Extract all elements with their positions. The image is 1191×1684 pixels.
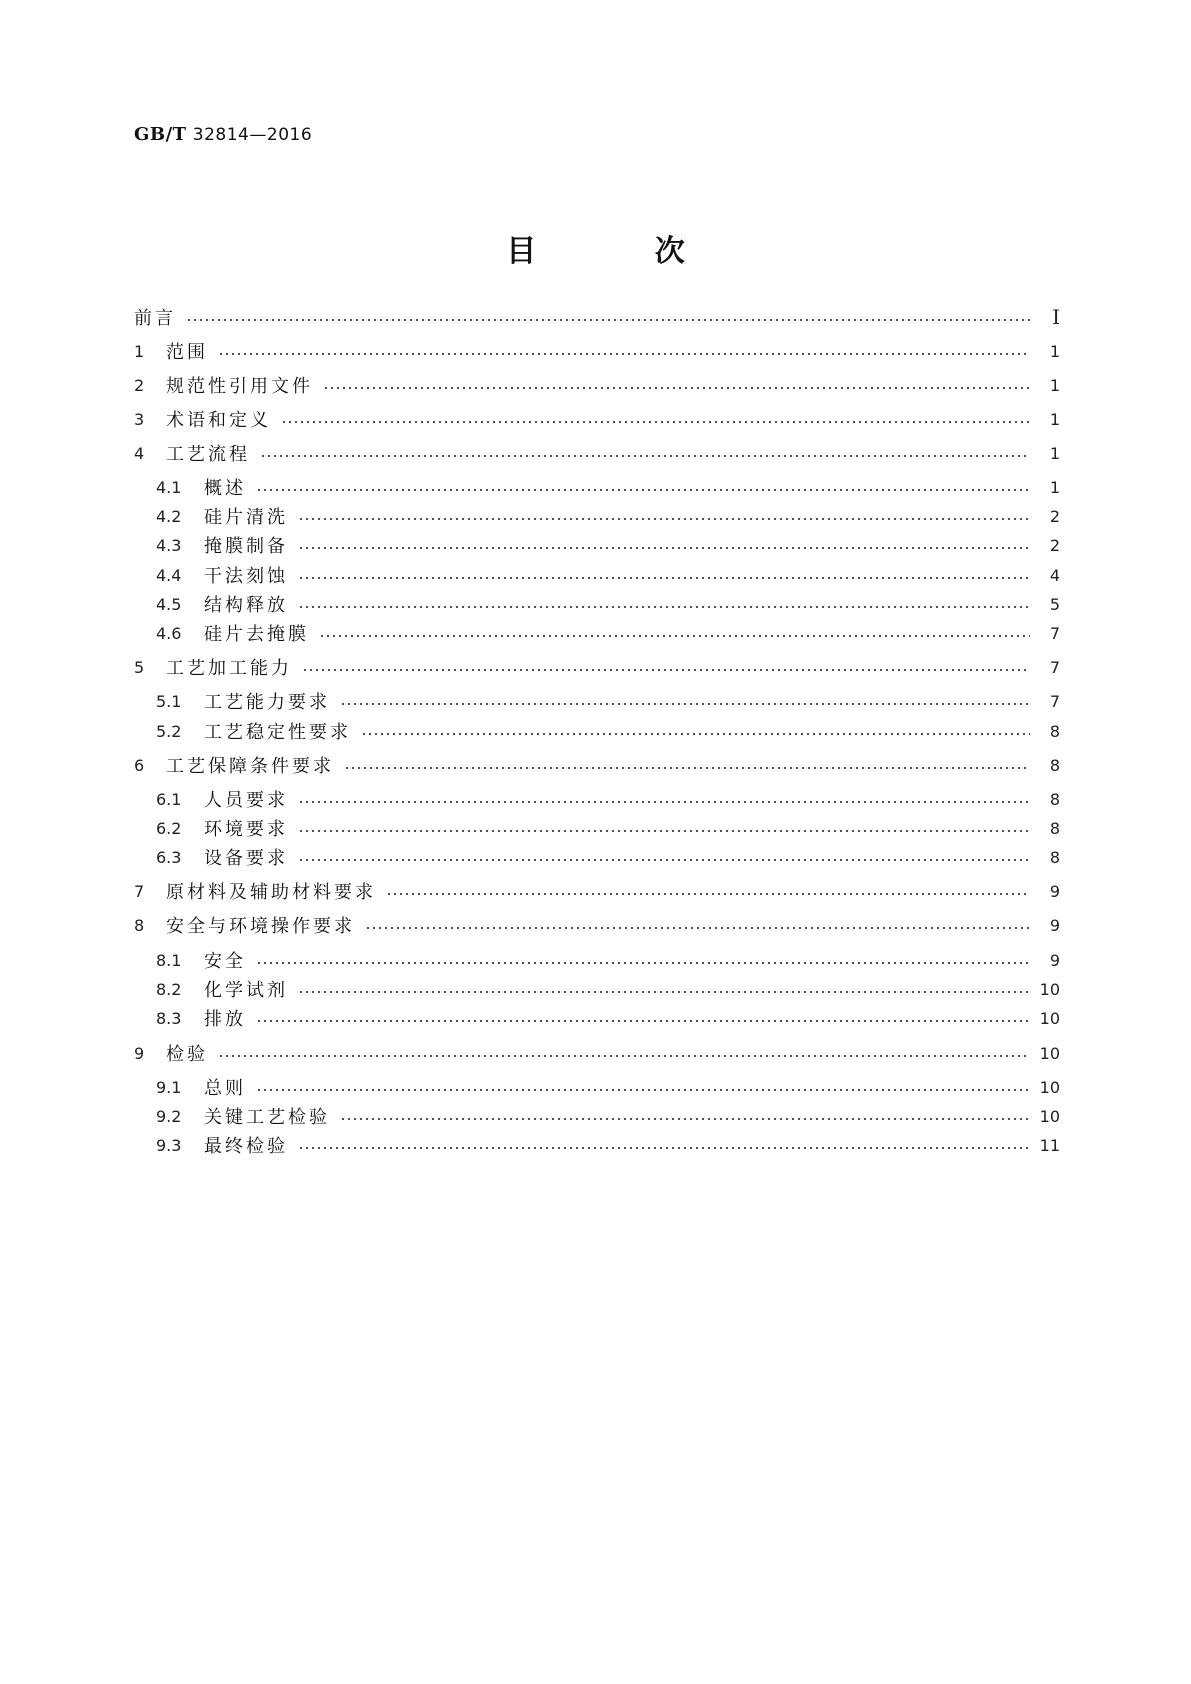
- toc-entry[interactable]: [134, 1004, 1060, 1032]
- toc-entry-page: 11: [1039, 1135, 1060, 1155]
- toc-dot-leader: [256, 962, 1030, 964]
- toc-entry[interactable]: [134, 337, 1060, 365]
- toc-dot-leader: [365, 927, 1030, 929]
- toc-entry-number: 5.1: [156, 691, 182, 711]
- toc-dot-leader: [340, 703, 1030, 705]
- toc-entry[interactable]: [134, 975, 1060, 1003]
- toc-entry-number: 3: [134, 409, 145, 429]
- toc-dot-leader: [386, 893, 1030, 895]
- toc-dot-leader: [256, 1089, 1030, 1091]
- toc-entry-page: 10: [1039, 1106, 1060, 1126]
- toc-dot-leader: [186, 319, 1030, 321]
- toc-entry-label: 工艺稳定性要求: [204, 722, 351, 743]
- toc-entry-page: 8: [1049, 789, 1060, 809]
- toc-entry[interactable]: [134, 473, 1060, 501]
- toc-entry-page: 10: [1039, 1043, 1060, 1063]
- toc-entry-number: 4.3: [156, 535, 182, 555]
- toc-dot-leader: [260, 455, 1030, 457]
- toc-dot-leader: [218, 1055, 1030, 1057]
- toc-title: 目 次: [506, 234, 739, 269]
- toc-entry-label: 工艺流程: [166, 444, 250, 465]
- toc-entry-number: 6.1: [156, 789, 182, 809]
- toc-entry-page: 1: [1049, 477, 1060, 497]
- toc-entry-page: 1: [1049, 443, 1060, 463]
- toc-entry-number: 6.2: [156, 818, 182, 838]
- toc-entry-number: 4: [134, 443, 145, 463]
- toc-entry-label: 总则: [204, 1078, 246, 1099]
- toc-entry-number: 5.2: [156, 721, 182, 741]
- toc-entry[interactable]: [134, 502, 1060, 530]
- toc-entry[interactable]: [134, 877, 1060, 905]
- toc-entry[interactable]: [134, 405, 1060, 433]
- toc-entry[interactable]: [134, 653, 1060, 681]
- toc-entry-page: 8: [1049, 818, 1060, 838]
- toc-dot-leader: [361, 733, 1030, 735]
- toc-entry-number: 6.3: [156, 847, 182, 867]
- toc-entry[interactable]: [134, 717, 1060, 745]
- toc-entry-page: 10: [1039, 1077, 1060, 1097]
- toc-entry-number: 8.2: [156, 979, 182, 999]
- toc-dot-leader: [340, 1118, 1030, 1120]
- toc-entry-label: 安全与环境操作要求: [166, 916, 355, 937]
- toc-entry-number: 7: [134, 881, 145, 901]
- toc-entry-label: 最终检验: [204, 1136, 288, 1157]
- toc-dot-leader: [302, 669, 1030, 671]
- toc-entry[interactable]: [134, 590, 1060, 618]
- toc-entry-label: 工艺加工能力: [166, 658, 292, 679]
- toc-entry-label: 工艺保障条件要求: [166, 756, 334, 777]
- toc-entry-label: 结构释放: [204, 595, 288, 616]
- toc-dot-leader: [281, 421, 1030, 423]
- toc-entry-label: 硅片去掩膜: [204, 624, 309, 645]
- toc-entry-label: 硅片清洗: [204, 507, 288, 528]
- toc-dot-leader: [298, 801, 1030, 803]
- toc-entry[interactable]: [134, 619, 1060, 647]
- toc-entry[interactable]: [134, 439, 1060, 467]
- toc-dot-leader: [298, 991, 1030, 993]
- toc-dot-leader: [298, 577, 1030, 579]
- toc-entry[interactable]: [134, 371, 1060, 399]
- toc-entry-number: 9.3: [156, 1135, 182, 1155]
- toc-entry-page: 10: [1039, 1008, 1060, 1028]
- toc-entry-number: 1: [134, 341, 145, 361]
- toc-entry-label: 排放: [204, 1009, 246, 1030]
- toc-entry-label: 设备要求: [204, 848, 288, 869]
- toc-entry-label: 概述: [204, 478, 246, 499]
- toc-dot-leader: [319, 635, 1030, 637]
- toc-entry-number: 4.1: [156, 477, 182, 497]
- toc-entry[interactable]: [134, 531, 1060, 559]
- toc-dot-leader: [298, 547, 1030, 549]
- toc-entry-label: 环境要求: [204, 819, 288, 840]
- toc-entry-page: 7: [1049, 657, 1060, 677]
- toc-entry-label: 关键工艺检验: [204, 1107, 330, 1128]
- toc-dot-leader: [298, 518, 1030, 520]
- toc-dot-leader: [298, 1147, 1030, 1149]
- toc-dot-leader: [298, 859, 1030, 861]
- toc-entry-number: 9: [134, 1043, 145, 1063]
- toc-entry[interactable]: [134, 561, 1060, 589]
- toc-entry-number: 2: [134, 375, 145, 395]
- toc-entry-label: 干法刻蚀: [204, 566, 288, 587]
- toc-dot-leader: [323, 387, 1030, 389]
- standard-code-number: 32814—2016: [192, 125, 313, 145]
- toc-entry-page: 9: [1049, 915, 1060, 935]
- toc-entry-page: 7: [1049, 623, 1060, 643]
- toc-entry-label: 人员要求: [204, 790, 288, 811]
- toc-entry-label: 范围: [166, 342, 208, 363]
- toc-entry-page: 5: [1049, 594, 1060, 614]
- toc-entry-label: 化学试剂: [204, 980, 288, 1001]
- toc-entry-number: 4.5: [156, 594, 182, 614]
- toc-entry-label: 原材料及辅助材料要求: [166, 882, 376, 903]
- toc-entry-page: 10: [1039, 979, 1060, 999]
- toc-entry-page: 8: [1049, 847, 1060, 867]
- toc-dot-leader: [298, 830, 1030, 832]
- toc-entry-page: 1: [1049, 341, 1060, 361]
- toc-entry-page: 9: [1049, 881, 1060, 901]
- toc-entry-page: 2: [1049, 506, 1060, 526]
- toc-entry-number: 4.4: [156, 565, 182, 585]
- toc-entry[interactable]: [134, 1073, 1060, 1101]
- toc-entry-number: 5: [134, 657, 145, 677]
- standard-code: [134, 124, 312, 145]
- toc-entry-page: 2: [1049, 535, 1060, 555]
- toc-entry-label: 术语和定义: [166, 410, 271, 431]
- toc-dot-leader: [256, 489, 1030, 491]
- toc-entry-page: 8: [1049, 721, 1060, 741]
- toc-entry[interactable]: [134, 785, 1060, 813]
- toc-dot-leader: [218, 353, 1030, 355]
- toc-entry-number: 8.3: [156, 1008, 182, 1028]
- toc-entry-number: 9.2: [156, 1106, 182, 1126]
- toc-entry-page: 1: [1049, 409, 1060, 429]
- toc-entry-label: 规范性引用文件: [166, 376, 313, 397]
- toc-entry-number: 4.2: [156, 506, 182, 526]
- toc-entry[interactable]: [134, 843, 1060, 871]
- toc-entry[interactable]: [134, 1131, 1060, 1159]
- toc-dot-leader: [298, 606, 1030, 608]
- toc-entry-page: 4: [1049, 565, 1060, 585]
- toc-entry-label: 工艺能力要求: [204, 692, 330, 713]
- toc-entry[interactable]: [134, 1039, 1060, 1067]
- toc-entry[interactable]: [134, 687, 1060, 715]
- toc-entry-label: 检验: [166, 1044, 208, 1065]
- toc-dot-leader: [344, 767, 1030, 769]
- toc-entry-number: 6: [134, 755, 145, 775]
- toc-entry-page: 9: [1049, 950, 1060, 970]
- toc-entry-number: 4.6: [156, 623, 182, 643]
- toc-dot-leader: [256, 1020, 1030, 1022]
- toc-entry-label: 掩膜制备: [204, 536, 288, 557]
- toc-entry[interactable]: [134, 751, 1060, 779]
- toc-entry-number: 9.1: [156, 1077, 182, 1097]
- toc-entry[interactable]: [134, 911, 1060, 939]
- toc-entry[interactable]: [134, 946, 1060, 974]
- toc-entry[interactable]: [134, 814, 1060, 842]
- toc-entry-label: 安全: [204, 951, 246, 972]
- toc-entry-number: 8.1: [156, 950, 182, 970]
- standard-code-prefix: GB/T: [134, 124, 187, 145]
- toc-entry-label: 前言: [134, 308, 176, 329]
- toc-entry[interactable]: [134, 303, 1060, 331]
- toc-entry[interactable]: [134, 1102, 1060, 1130]
- toc-entry-page: 7: [1049, 691, 1060, 711]
- toc-entry-page: 8: [1049, 755, 1060, 775]
- toc-entry-page: 1: [1049, 375, 1060, 395]
- toc-entry-page: Ⅰ: [1052, 305, 1060, 329]
- toc-entry-number: 8: [134, 915, 145, 935]
